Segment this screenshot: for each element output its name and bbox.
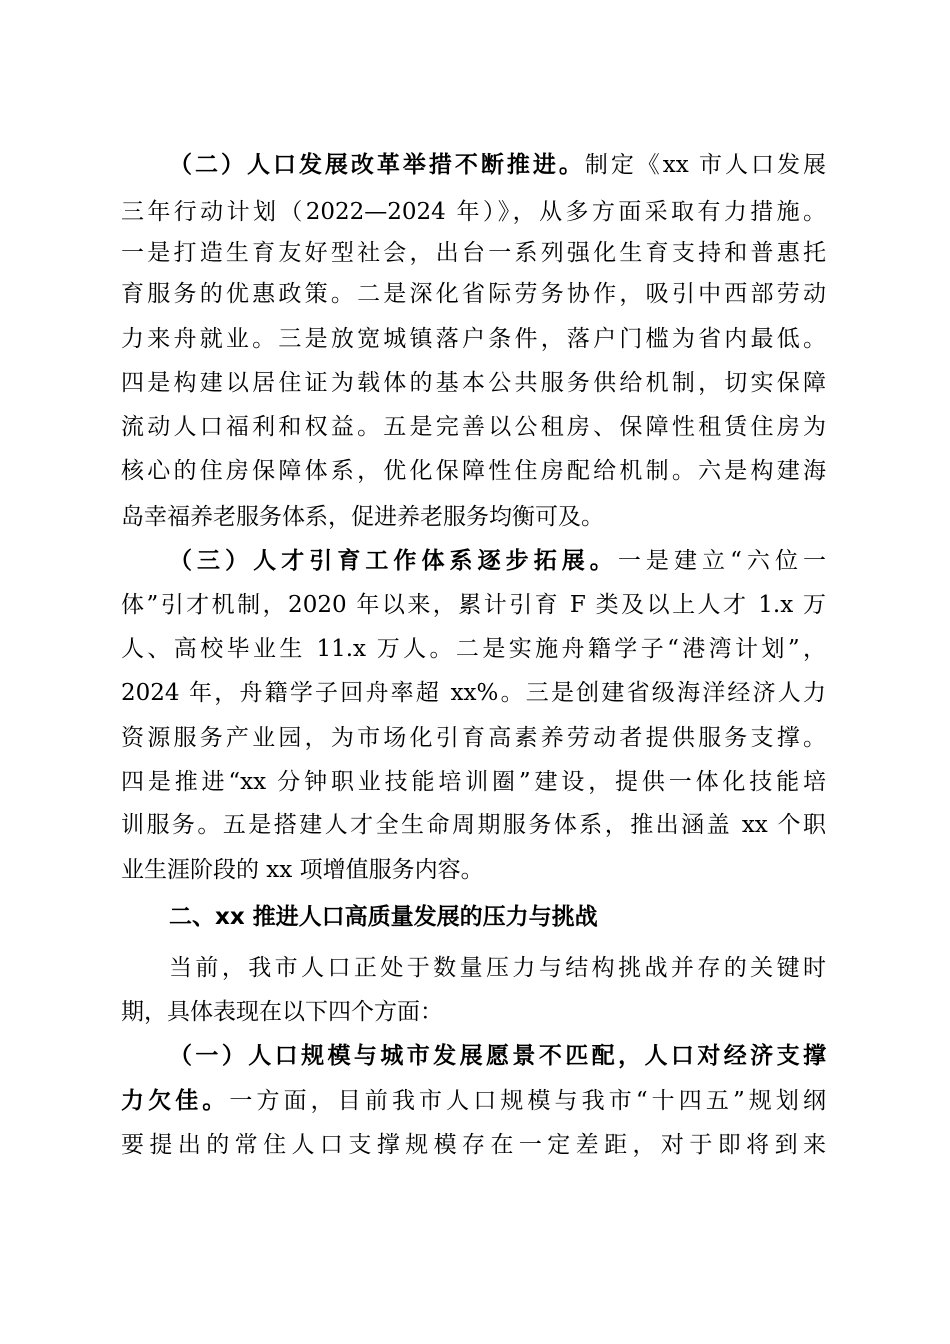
sub-1-lead-end: 力欠佳。 [121,1087,230,1114]
paragraph-line: 人、高校毕业生 11.x 万人。二是实施舟籍学子“港湾计划”， [121,636,826,662]
section-2-lead: （二）人口发展改革举措不断推进。 [169,151,585,178]
paragraph-line: 期，具体表现在以下四个方面： [121,999,443,1025]
paragraph-line: 训服务。五是搭建人才全生命周期服务体系，推出涵盖 xx 个职 [121,812,826,838]
sub-1-text: 一方面，目前我市人口规模与我市“十四五”规划纲 [229,1088,826,1114]
paragraph-line: 四是推进“xx 分钟职业技能培训圈”建设，提供一体化技能培 [121,769,826,795]
paragraph-line: 岛幸福养老服务体系，促进养老服务均衡可及。 [121,504,604,530]
paragraph-line: 一是打造生育友好型社会，出台一系列强化生育支持和普惠托 [121,240,826,266]
section-2-text: 制定《xx 市人口发展 [584,152,826,178]
sub-1-lead-line-1: （一）人口规模与城市发展愿景不匹配，人口对经济支撑 [169,1042,826,1069]
sub-1-line-2 [121,1086,826,1116]
paragraph-line: 流动人口福利和权益。五是完善以公租房、保障性租赁住房为 [121,414,826,440]
paragraph-line: 力来舟就业。三是放宽城镇落户条件，落户门槛为省内最低。 [121,326,826,352]
section-heading: 二、xx 推进人口高质量发展的压力与挑战 [169,904,598,930]
paragraph-line: 业生涯阶段的 xx 项增值服务内容。 [121,857,484,883]
paragraph-line: 资源服务产业园，为市场化引育高素养劳动者提供服务支撑。 [121,725,826,751]
paragraph-line: 核心的住房保障体系，优化保障性住房配给机制。六是构建海 [121,458,826,484]
paragraph-line: 2024 年，舟籍学子回舟率超 xx%。三是创建省级海洋经济人力 [121,680,826,706]
paragraph-line: 当前，我市人口正处于数量压力与结构挑战并存的关键时 [169,955,826,981]
section-3-text: 一是建立“六位一 [617,548,826,574]
section-3-line-1 [169,546,826,576]
section-2-line-1 [169,150,826,180]
paragraph-line: 体”引才机制，2020 年以来，累计引育 F 类及以上人才 1.x 万 [121,592,826,618]
paragraph-line: 三年行动计划（2022—2024 年）》，从多方面采取有力措施。 [121,199,826,225]
section-3-lead: （三）人才引育工作体系逐步拓展。 [169,547,618,574]
paragraph-line: 四是构建以居住证为载体的基本公共服务供给机制，切实保障 [121,370,826,396]
paragraph-line: 要提出的常住人口支撑规模存在一定差距，对于即将到来 [121,1132,826,1158]
paragraph-line: 育服务的优惠政策。二是深化省际劳务协作，吸引中西部劳动 [121,281,826,307]
